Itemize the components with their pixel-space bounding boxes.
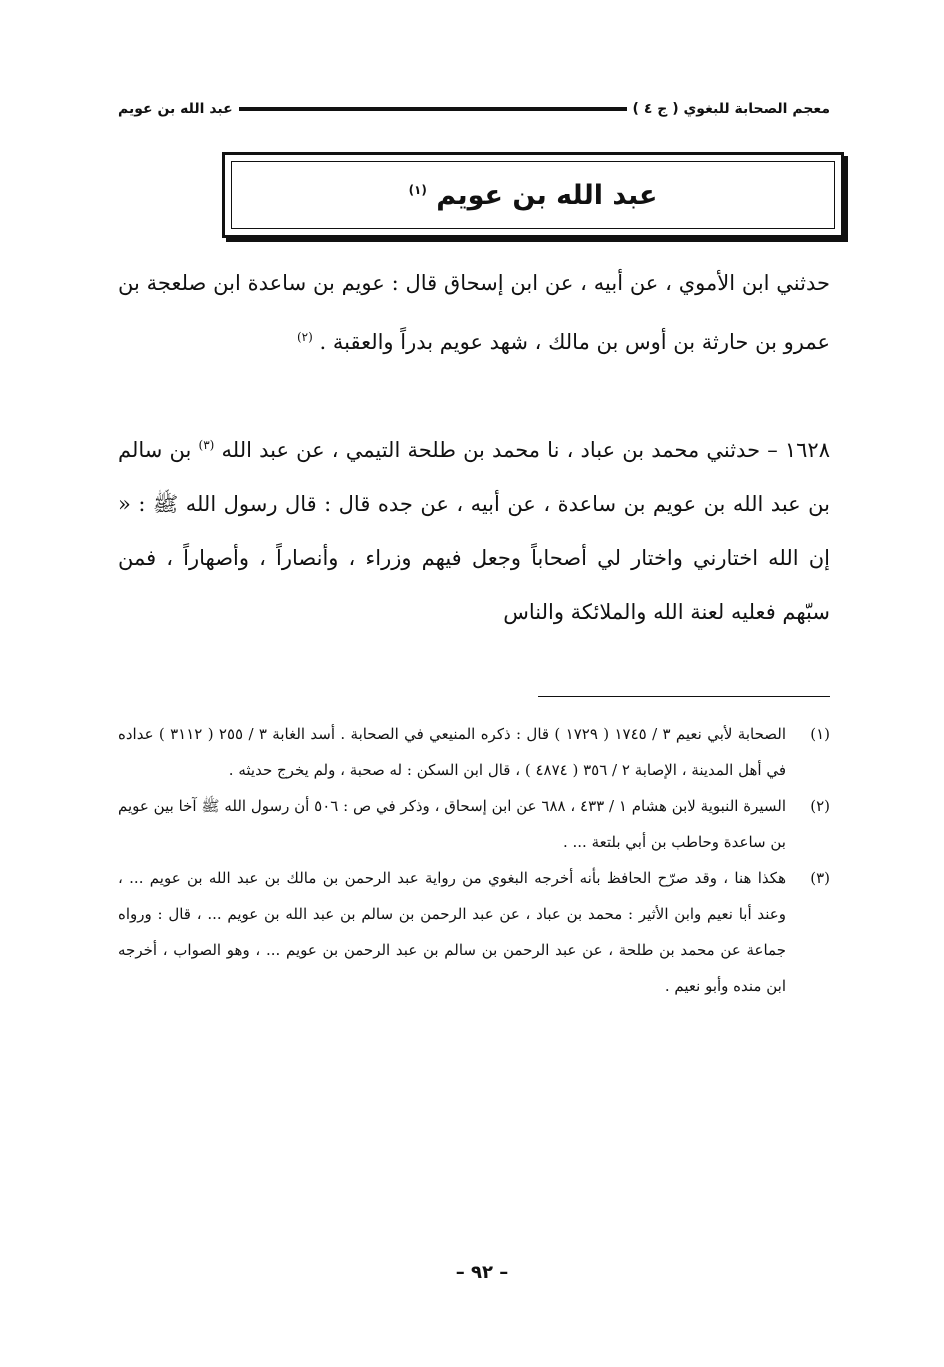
page-number: – ٩٢ –	[455, 1262, 509, 1283]
footnote-2	[118, 788, 830, 860]
footnote-number: (١)	[810, 725, 830, 743]
footnote-1	[118, 716, 830, 788]
footnote-3	[118, 860, 830, 1004]
paragraph-1-text: حدثني ابن الأموي ، عن أبيه ، عن ابن إسحاق قال : عويم بن ساعدة ابن صلعجة بن عمرو بن حارثة بن أوس بن مالك ، شهد عويم بدراً والعقبة .	[118, 271, 830, 354]
header-rule	[239, 107, 627, 111]
header-book-title: معجم الصحابة للبغوي ( ج ٤ )	[632, 101, 830, 117]
footnote-text: السيرة النبوية لابن هشام ١ / ٤٣٣ ، ٦٨٨ عن ابن إسحاق ، وذكر في ص : ٥٠٦ أن رسول الله ﷺ آخا بين عويم بن ساعدة وحاطب بن أبي بلتعة ... .	[118, 797, 787, 851]
footnote-separator	[538, 696, 830, 697]
paragraph-1-footnote-ref: (٢)	[296, 330, 313, 344]
footnote-text: الصحابة لأبي نعيم ٣ / ١٧٤٥ ( ١٧٢٩ ) قال : ذكره المنيعي في الصحابة . أسد الغابة ٣ / ٢٥٥ ( ٣١١٢ ) عداده في أهل المدينة ، الإصابة ٢ / ٣٥٦ ( ٤٨٧٤ ) ، قال ابن السكن : له صحبة ، ولم يخرج حديثه .	[118, 725, 786, 779]
paragraph-1	[118, 256, 830, 369]
paragraph-2-footnote-ref: (٣)	[198, 438, 215, 452]
paragraph-2	[118, 418, 830, 639]
paragraph-2-text-b: بن سالم بن عبد الله بن عويم بن ساعدة ، عن أبيه ، عن جده قال : قال رسول الله ﷺ : « إن الله اختارني واختار لي أصحاباً وجعل فيهم وزراء ، وأنصاراً ، وأصهاراً ، فمن سبّهم فعليه لعنة الله والملائكة والناس	[118, 438, 830, 624]
running-header	[118, 96, 830, 122]
footnote-text: هكذا هنا ، وقد صرّح الحافظ بأنه أخرجه البغوي من رواية عبد الرحمن بن مالك بن عبد الله بن عويم ... ، وعند أبا نعيم وابن الأثير : محمد بن عباد ، عن عبد الرحمن بن سالم بن عبد الله بن عويم ... ، قال : ورواه جماعة عن محمد بن طلحة ، عن عبد الرحمن بن سالم بن عبد الرحمن بن عويم ... ، وهو الصواب ، أخرجه ابن منده وأبو نعيم .	[118, 869, 786, 995]
entry-title-box	[222, 152, 844, 238]
title-footnote-ref: (١)	[408, 182, 427, 197]
header-entry-name: عبد الله بن عويم	[118, 101, 233, 117]
footnotes	[118, 716, 830, 1004]
footnote-number: (٢)	[810, 797, 830, 815]
footnote-number: (٣)	[810, 869, 830, 887]
entry-title	[409, 180, 658, 211]
entry-title-text: عبد الله بن عويم	[436, 179, 658, 211]
paragraph-2-text-a: ١٦٢٨ – حدثني محمد بن عباد ، نا محمد بن طلحة التيمي ، عن عبد الله	[221, 438, 830, 462]
